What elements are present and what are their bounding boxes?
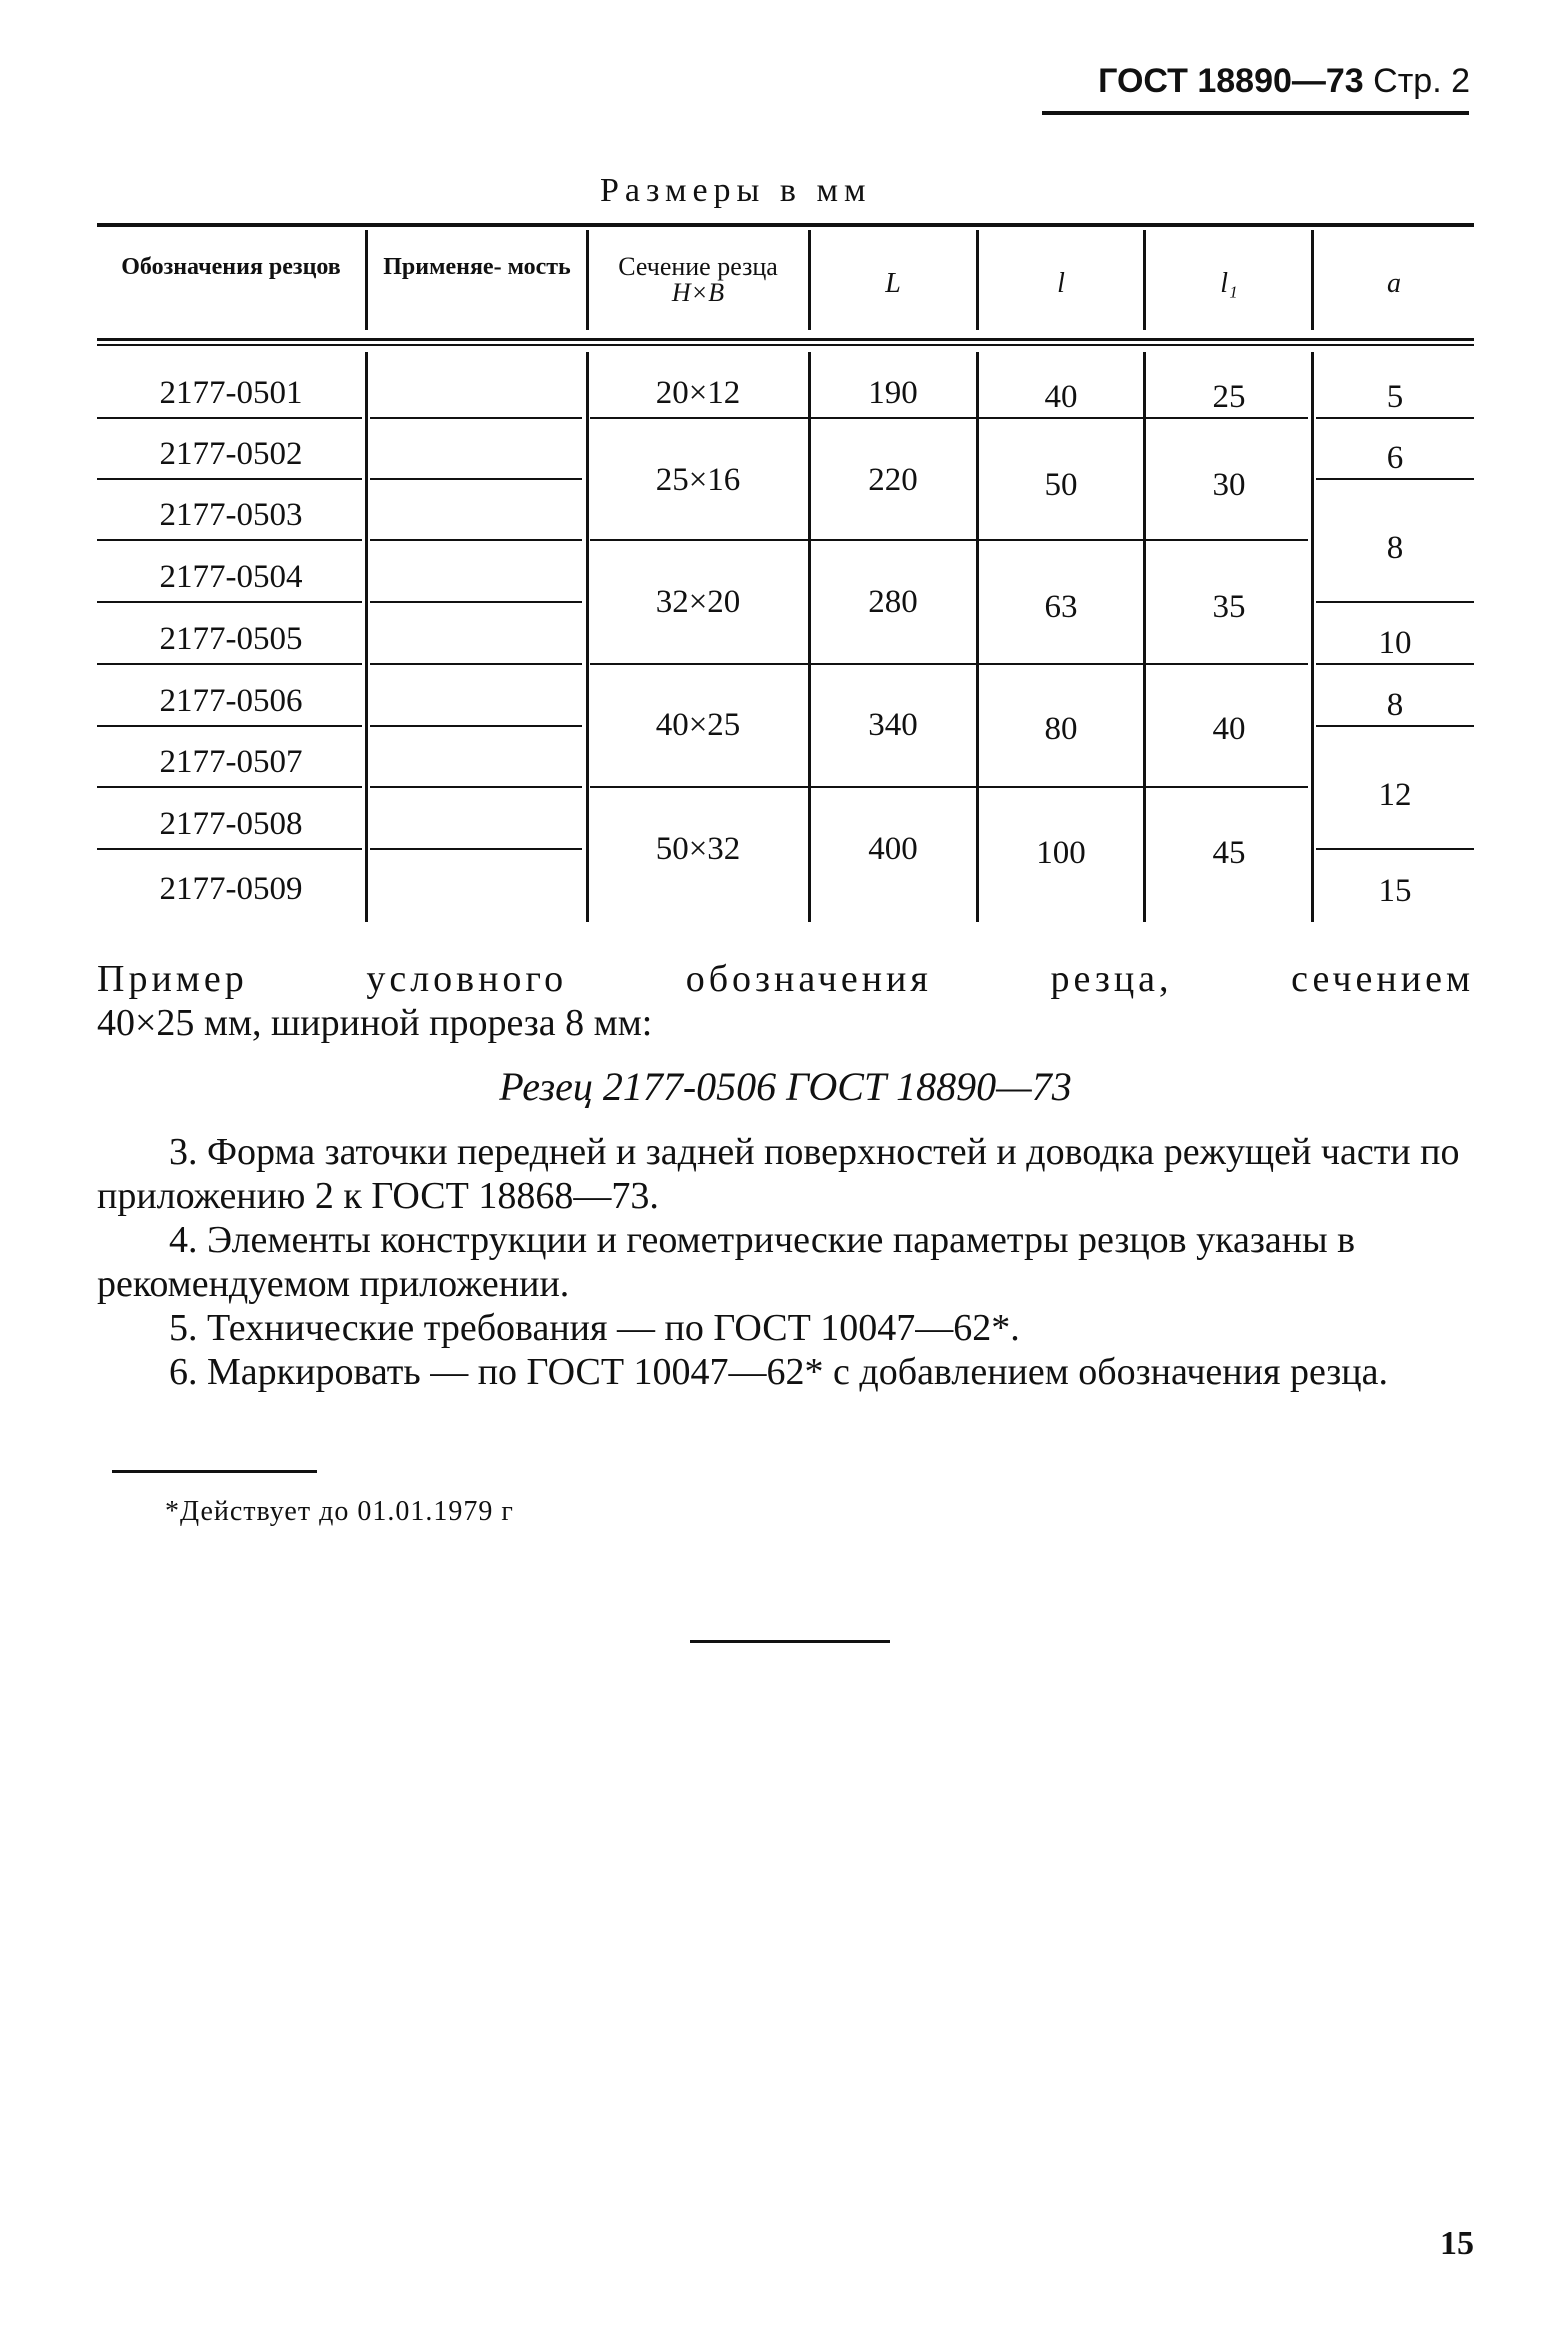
row-rule <box>97 725 362 727</box>
footnote: *Действует до 01.01.1979 г <box>165 1496 514 1527</box>
l1-cell: 30 <box>1212 467 1246 503</box>
section-cell: 20×12 <box>655 375 741 411</box>
header-section <box>590 254 806 306</box>
a-rule <box>1316 663 1474 665</box>
example-caption-line1: Пример условного обозначения резца, сечением <box>97 958 1474 1000</box>
a-cell: 5 <box>1386 379 1404 415</box>
l1-cell: 25 <box>1212 379 1246 415</box>
row-rule <box>97 539 362 541</box>
group-rule <box>590 539 1308 541</box>
header-divider <box>1143 230 1146 330</box>
designation-cell: 2177-0508 <box>159 806 303 842</box>
l-cell: 40 <box>1044 379 1078 415</box>
group-rule <box>590 417 1308 419</box>
header-applicability: Применяе- мость <box>383 254 571 280</box>
l1-cell: 35 <box>1212 589 1246 625</box>
l-cell: 63 <box>1044 589 1078 625</box>
footnote-rule <box>112 1470 317 1473</box>
designation-cell: 2177-0504 <box>159 559 303 595</box>
row-rule <box>97 786 362 788</box>
page-number: 15 <box>1440 2225 1474 2262</box>
clause-5: 5. Технические требования — по ГОСТ 10047—62*. <box>169 1307 1020 1349</box>
row-rule <box>370 725 582 727</box>
header-designation: Обозначения резцов <box>121 254 341 280</box>
L-cell: 400 <box>868 831 918 867</box>
section-cell: 50×32 <box>655 831 741 867</box>
units-caption: Размеры в мм <box>600 172 872 209</box>
row-rule <box>97 601 362 603</box>
designation-cell: 2177-0509 <box>159 871 303 907</box>
header-l1: l₁ <box>1220 268 1238 299</box>
designation-cell: 2177-0501 <box>159 375 303 411</box>
designation-cell: 2177-0503 <box>159 497 303 533</box>
L-cell: 280 <box>868 584 918 620</box>
a-cell: 6 <box>1386 440 1404 476</box>
body-divider <box>1143 352 1146 922</box>
body-divider <box>808 352 811 922</box>
designation-cell: 2177-0502 <box>159 436 303 472</box>
header-divider <box>1311 230 1314 330</box>
L-cell: 220 <box>868 462 918 498</box>
row-rule <box>370 478 582 480</box>
header-divider <box>586 230 589 330</box>
row-rule <box>97 417 362 419</box>
l-cell: 100 <box>1036 835 1086 871</box>
body-divider <box>365 352 368 922</box>
a-cell: 15 <box>1378 873 1412 909</box>
l-cell: 80 <box>1044 711 1078 747</box>
header-a: a <box>1387 268 1401 299</box>
designation-cell: 2177-0505 <box>159 621 303 657</box>
header-L: L <box>885 268 901 299</box>
standard-number: ГОСТ 18890—73 <box>1098 62 1364 100</box>
example-designation: Резец 2177-0506 ГОСТ 18890—73 <box>499 1064 1072 1109</box>
header-divider <box>365 230 368 330</box>
end-rule <box>690 1640 890 1643</box>
header-section-label: Сечение резца <box>618 252 778 281</box>
clause-3: 3. Форма заточки передней и задней поверхностей и доводка режущей части по приложению 2 к ГОСТ 18868—73. <box>97 1131 1460 1217</box>
header-bottom-rule <box>97 338 1474 341</box>
row-rule <box>97 663 362 665</box>
body-divider <box>1311 352 1314 922</box>
body-divider <box>976 352 979 922</box>
l1-cell: 45 <box>1212 835 1246 871</box>
header-divider <box>808 230 811 330</box>
section-cell: 25×16 <box>655 462 741 498</box>
header-l: l <box>1057 268 1065 299</box>
group-rule <box>590 786 1308 788</box>
L-cell: 340 <box>868 707 918 743</box>
a-rule <box>1316 725 1474 727</box>
body-divider <box>586 352 589 922</box>
page-header <box>1040 62 1470 101</box>
section-cell: 40×25 <box>655 707 741 743</box>
header-bottom-rule-2 <box>97 344 1474 346</box>
row-rule <box>97 848 362 850</box>
a-rule <box>1316 478 1474 480</box>
header-divider <box>976 230 979 330</box>
l1-cell: 40 <box>1212 711 1246 747</box>
row-rule <box>97 478 362 480</box>
header-rule <box>1042 111 1469 115</box>
row-rule <box>370 601 582 603</box>
row-rule <box>370 786 582 788</box>
a-cell: 12 <box>1378 777 1412 813</box>
designation-cell: 2177-0507 <box>159 744 303 780</box>
table-top-rule <box>97 223 1474 227</box>
row-rule <box>370 539 582 541</box>
a-rule <box>1316 848 1474 850</box>
page-label: Стр. 2 <box>1373 62 1470 100</box>
group-rule <box>590 663 1308 665</box>
section-cell: 32×20 <box>655 584 741 620</box>
row-rule <box>370 663 582 665</box>
a-cell: 8 <box>1386 687 1404 723</box>
row-rule <box>370 417 582 419</box>
header-section-sub: H×B <box>671 278 725 307</box>
l-cell: 50 <box>1044 467 1078 503</box>
a-cell: 8 <box>1386 530 1404 566</box>
example-caption-line2: 40×25 мм, шириной прореза 8 мм: <box>97 1002 653 1044</box>
a-cell: 10 <box>1378 625 1412 661</box>
designation-cell: 2177-0506 <box>159 683 303 719</box>
a-rule <box>1316 601 1474 603</box>
clause-4: 4. Элементы конструкции и геометрические параметры резцов указаны в рекомендуемом приложении. <box>97 1219 1356 1305</box>
a-rule <box>1316 417 1474 419</box>
clause-6: 6. Маркировать — по ГОСТ 10047—62* с добавлением обозначения резца. <box>169 1351 1388 1393</box>
L-cell: 190 <box>868 375 918 411</box>
row-rule <box>370 848 582 850</box>
